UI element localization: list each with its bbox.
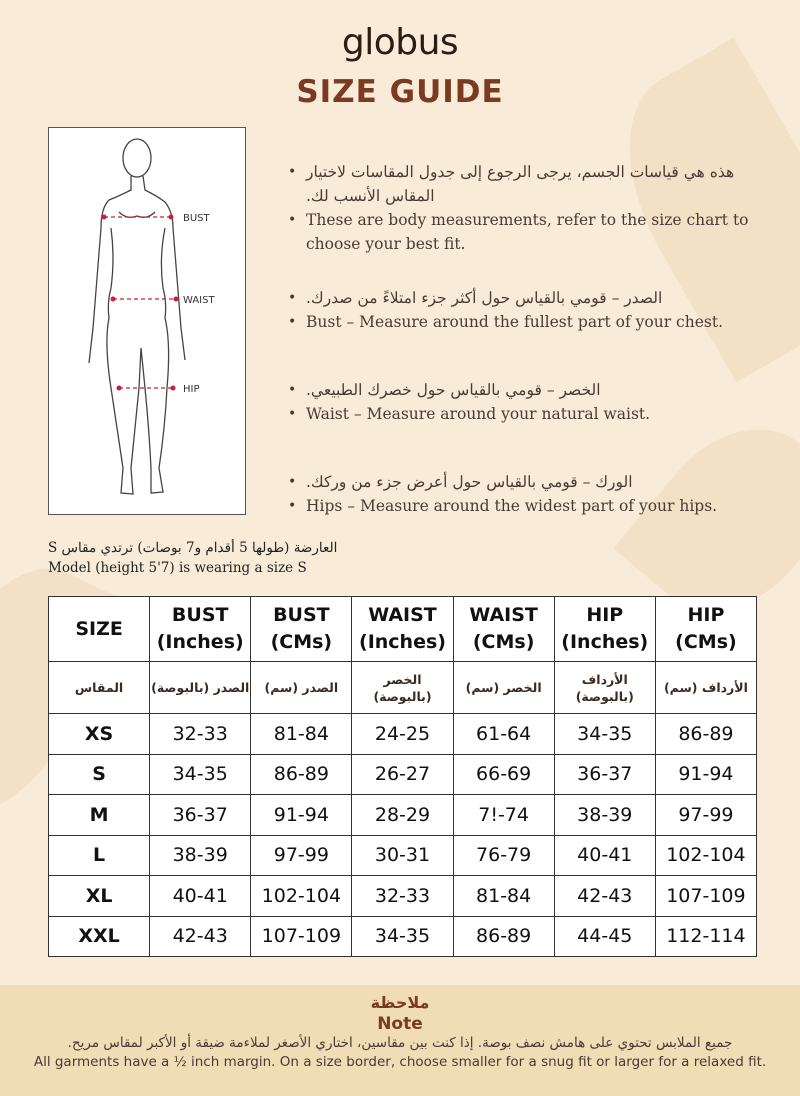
model-info — [48, 538, 337, 578]
measurement-cell: 26-27 — [352, 754, 453, 795]
measurement-cell: 76-79 — [453, 835, 554, 876]
column-header-text: BUST — [171, 604, 229, 626]
measurement-cell: 42-43 — [554, 876, 655, 917]
size-chart-table — [48, 596, 757, 957]
instruction-hips: • الورك – قومي بالقياس حول أعرض جزء من وركك. • Hips – Measure around the widest part of your hips. — [288, 470, 758, 518]
model-info-ar: العارضة (طولها 5 أقدام و7 بوصات) ترتدي مقاس S — [48, 540, 338, 556]
measurement-cell: 107-109 — [655, 876, 756, 917]
measurement-cell: 40-41 — [150, 876, 251, 917]
column-header-text: BUST — [273, 604, 330, 626]
measurement-cell: 81-84 — [251, 714, 352, 755]
column-header — [453, 597, 554, 662]
measurement-cell: 34-35 — [150, 754, 251, 795]
instruction-ar: الصدر – قومي بالقياس حول أكثر جزء امتلاءً من صدرك. — [306, 289, 663, 307]
column-header — [554, 597, 655, 662]
measurement-cell: 30-31 — [352, 835, 453, 876]
measurement-cell: 97-99 — [655, 795, 756, 836]
measurement-cell: 34-35 — [554, 714, 655, 755]
measurement-cell: 97-99 — [251, 835, 352, 876]
measurement-cell: 36-37 — [150, 795, 251, 836]
column-header — [352, 597, 453, 662]
instruction-en: Bust – Measure around the fullest part of your chest. — [306, 313, 723, 331]
measurement-cell: 38-39 — [554, 795, 655, 836]
measurement-cell: 36-37 — [554, 754, 655, 795]
model-info-en: Model (height 5'7) is wearing a size S — [48, 560, 307, 576]
column-header-text: HIP — [687, 604, 725, 626]
measurement-cell: 24-25 — [352, 714, 453, 755]
column-header-text: (Inches) — [561, 631, 649, 653]
measurement-cell: 107-109 — [251, 916, 352, 957]
size-cell: M — [49, 795, 150, 836]
page-title: SIZE GUIDE — [296, 74, 504, 110]
instruction-waist: • الخصر – قومي بالقياس حول خصرك الطبيعي. • Waist – Measure around your natural waist. — [288, 378, 758, 426]
table-arabic-header-row — [49, 662, 757, 714]
column-header-ar: الخصر (بالبوصة) — [352, 662, 453, 714]
waist-label: WAIST — [183, 295, 215, 306]
column-header-text: (CMs) — [472, 631, 535, 653]
measurement-cell: 86-89 — [655, 714, 756, 755]
column-header-ar: الصدر (سم) — [251, 662, 352, 714]
measurement-cell: 66-69 — [453, 754, 554, 795]
measurement-cell: 28-29 — [352, 795, 453, 836]
size-cell: XXL — [49, 916, 150, 957]
instruction-en: Hips – Measure around the widest part of your hips. — [306, 497, 718, 515]
measurement-cell: 32-33 — [150, 714, 251, 755]
instruction-ar: هذه هي قياسات الجسم، يرجى الرجوع إلى جدول المقاسات لاختيار المقاس الأنسب لك. — [306, 163, 735, 205]
instruction-ar: الخصر – قومي بالقياس حول خصرك الطبيعي. — [306, 381, 601, 399]
column-header-ar: الأرداف (بالبوصة) — [554, 662, 655, 714]
instruction-ar: الورك – قومي بالقياس حول أعرض جزء من وركك. — [306, 473, 633, 491]
column-header-text: (Inches) — [156, 631, 244, 653]
note-section — [0, 985, 800, 1096]
table-row — [49, 754, 757, 795]
measurement-cell: 91-94 — [655, 754, 756, 795]
measurement-cell: 91-94 — [251, 795, 352, 836]
note-title: Note — [377, 1014, 423, 1034]
column-header — [150, 597, 251, 662]
measurement-cell: 86-89 — [453, 916, 554, 957]
column-header-ar: الأرداف (سم) — [655, 662, 756, 714]
column-header-text: (CMs) — [675, 631, 737, 653]
size-cell: L — [49, 835, 150, 876]
note-title-ar: ملاحظة — [370, 993, 430, 1012]
column-header-ar: الصدر (بالبوصة) — [150, 662, 251, 714]
measurement-cell: 86-89 — [251, 754, 352, 795]
measurement-cell: 102-104 — [251, 876, 352, 917]
measurement-cell: 81-84 — [453, 876, 554, 917]
table-header-row — [49, 597, 757, 662]
bust-label: BUST — [183, 213, 210, 224]
size-cell: XL — [49, 876, 150, 917]
column-header-text: WAIST — [469, 604, 538, 626]
measurement-cell: 112-114 — [655, 916, 756, 957]
column-header-text: WAIST — [368, 604, 437, 626]
column-header-text: (Inches) — [359, 631, 446, 653]
column-header-text: HIP — [586, 604, 624, 626]
measurement-cell: 42-43 — [150, 916, 251, 957]
instruction-bust: • الصدر – قومي بالقياس حول أكثر جزء امتلاءً من صدرك. • Bust – Measure around the fullest part of your chest. — [288, 286, 758, 334]
measurement-instructions — [288, 160, 758, 548]
measurement-cell: 34-35 — [352, 916, 453, 957]
measurement-cell: 61-64 — [453, 714, 554, 755]
table-row — [49, 835, 757, 876]
measurement-cell: 102-104 — [655, 835, 756, 876]
table-row — [49, 876, 757, 917]
body-figure-illustration — [48, 127, 246, 515]
measurement-cell: 44-45 — [554, 916, 655, 957]
size-cell: S — [49, 754, 150, 795]
table-row — [49, 916, 757, 957]
measurement-cell: 7!-74 — [453, 795, 554, 836]
brand-logo: globus — [341, 22, 459, 63]
column-header — [655, 597, 756, 662]
column-header-text: (CMs) — [270, 631, 333, 653]
measurement-cell: 32-33 — [352, 876, 453, 917]
table-row — [49, 714, 757, 755]
hip-label: HIP — [183, 384, 200, 395]
instruction-en: These are body measurements, refer to the size chart to choose your best fit. — [306, 211, 749, 253]
column-header-ar: الخصر (سم) — [453, 662, 554, 714]
note-text: All garments have a ½ inch margin. On a size border, choose smaller for a snug fit or larger for a relaxed fit. — [33, 1054, 767, 1070]
measurement-cell: 38-39 — [150, 835, 251, 876]
instruction-intro: • هذه هي قياسات الجسم، يرجى الرجوع إلى جدول المقاسات لاختيار المقاس الأنسب لك. • These are body measurements, refer to the size chart to choose your best fit. — [288, 160, 758, 256]
column-header — [251, 597, 352, 662]
instruction-en: Waist – Measure around your natural waist. — [306, 405, 651, 423]
size-cell: XS — [49, 714, 150, 755]
measurement-cell: 40-41 — [554, 835, 655, 876]
column-header-text: SIZE — [75, 617, 123, 640]
column-header-ar: المقاس — [49, 662, 150, 714]
table-row — [49, 795, 757, 836]
column-header — [49, 597, 150, 662]
note-text-ar: جميع الملابس تحتوي على هامش نصف بوصة. إذا كنت بين مقاسين، اختاري الأصغر لملاءمة ضيقة أو الأكبر لمقاس مريح. — [67, 1035, 733, 1051]
